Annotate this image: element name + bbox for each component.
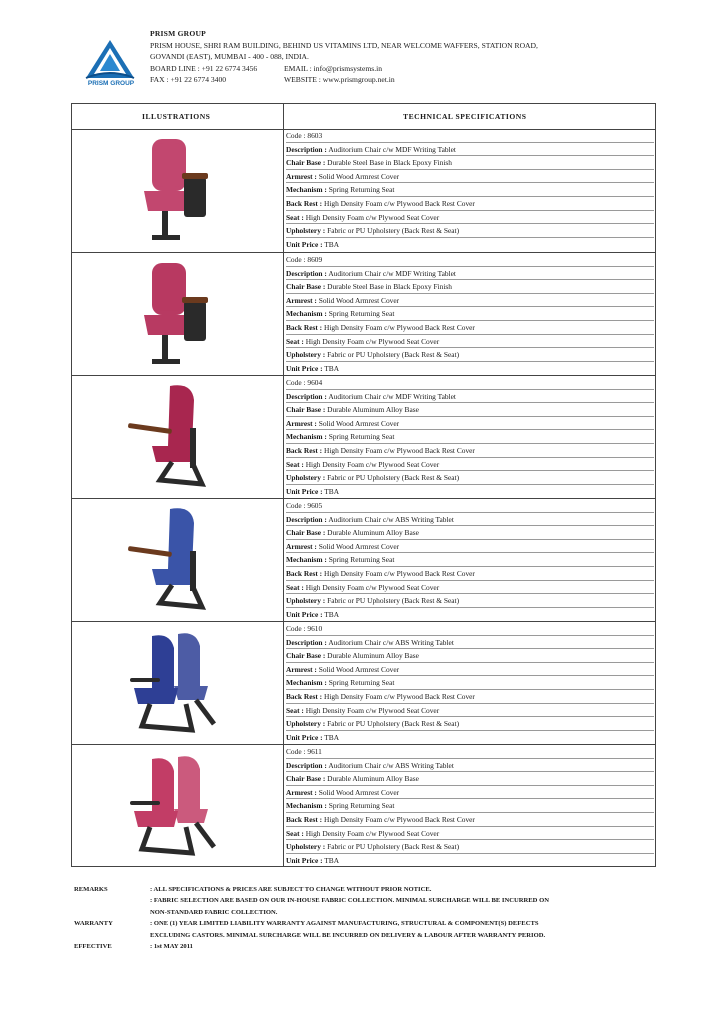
spec-value: High Density Foam c/w Plywood Back Rest Cover (324, 691, 475, 701)
spec-label: Seat : (286, 336, 304, 346)
technical-specifications-header: TECHNICAL SPECIFICATIONS (403, 112, 527, 121)
spec-mechanism (286, 430, 654, 444)
spec-back-rest (286, 321, 654, 335)
spec-label: Upholstery : (286, 719, 326, 729)
remarks-text-3: NON-STANDARD FABRIC COLLECTION. (150, 908, 278, 916)
spec-upholstery (286, 717, 654, 731)
spec-label: Upholstery : (286, 596, 326, 606)
spec-value: Auditorium Chair c/w MDF Writing Tablet (328, 391, 456, 401)
spec-value: High Density Foam c/w Plywood Seat Cover (305, 212, 440, 222)
prism-logo (80, 38, 140, 96)
double-chair-icon (122, 626, 232, 741)
table-header (72, 104, 655, 130)
spec-value: Auditorium Chair c/w ABS Writing Tablet (328, 760, 454, 770)
spec-code (286, 745, 654, 759)
spec-value: Solid Wood Armrest Cover (318, 787, 400, 797)
spec-chair-base (286, 649, 654, 663)
spec-back-rest (286, 690, 654, 704)
remarks-label: REMARKS (74, 886, 108, 893)
spec-label: Description : (286, 268, 327, 278)
chair-illustration (72, 499, 283, 622)
spec-armrest (286, 540, 654, 554)
spec-label: Armrest : (286, 541, 317, 551)
spec-value: High Density Foam c/w Plywood Seat Cover (305, 828, 440, 838)
spec-value: Fabric or PU Upholstery (Back Rest & Seat) (327, 719, 460, 729)
spec-value: 9605 (307, 501, 323, 510)
spec-list (286, 622, 654, 744)
spec-label: Description : (286, 637, 327, 647)
tablet-arm-chair-icon (122, 503, 232, 618)
remarks-row (74, 884, 674, 895)
spec-unit-price (286, 362, 654, 376)
logo-text: PRISM GROUP (87, 80, 135, 87)
spec-value: TBA (324, 855, 340, 865)
spec-label: Mechanism : (286, 185, 327, 195)
spec-description (286, 267, 654, 281)
spec-chair-base (286, 772, 654, 786)
spec-label: Back Rest : (286, 814, 323, 824)
spec-seat (286, 335, 654, 349)
spec-upholstery (286, 224, 654, 238)
spec-label: Unit Price : (286, 486, 323, 496)
spec-back-rest (286, 197, 654, 211)
spec-back-rest (286, 444, 654, 458)
spec-value: Auditorium Chair c/w MDF Writing Tablet (328, 144, 456, 154)
website: WEBSITE : www.prismgroup.net.in (284, 75, 395, 85)
spec-value: Fabric or PU Upholstery (Back Rest & Seat) (327, 473, 460, 483)
address-line-2: GOVANDI (EAST), MUMBAI - 400 - 088, INDIA. (150, 52, 309, 62)
letterhead (72, 28, 662, 96)
spec-value: 8609 (307, 255, 323, 264)
spec-value: Fabric or PU Upholstery (Back Rest & Seat) (327, 596, 460, 606)
spec-label: Chair Base : (286, 405, 326, 415)
spec-value: High Density Foam c/w Plywood Seat Cover (305, 459, 440, 469)
warranty-text-2: EXCLUDING CASTORS. MINIMAL SURCHARGE WILL BE INCURRED ON DELIVERY & LABOUR AFTER WARRANTY PERIOD. (150, 931, 546, 939)
spec-label: Seat : (286, 828, 304, 838)
spec-upholstery (286, 348, 654, 362)
spec-list (286, 253, 654, 375)
spec-unit-price (286, 731, 654, 745)
spec-label: Armrest : (286, 664, 317, 674)
spec-value: Solid Wood Armrest Cover (318, 295, 400, 305)
spec-value: Spring Returning Seat (328, 678, 395, 688)
spec-label: Upholstery : (286, 350, 326, 360)
spec-label: Code : (286, 378, 306, 387)
spec-value: High Density Foam c/w Plywood Back Rest Cover (324, 198, 475, 208)
spec-label: Upholstery : (286, 473, 326, 483)
spec-seat (286, 704, 654, 718)
spec-label: Unit Price : (286, 855, 323, 865)
spec-value: Fabric or PU Upholstery (Back Rest & Seat) (327, 226, 460, 236)
fax: FAX : +91 22 6774 3400 (150, 75, 227, 85)
spec-seat (286, 827, 654, 841)
chair-illustration (72, 376, 283, 499)
warranty-row (74, 930, 674, 941)
spec-label: Back Rest : (286, 322, 323, 332)
spec-label: Mechanism : (286, 432, 327, 442)
spec-label: Seat : (286, 459, 304, 469)
spec-label: Mechanism : (286, 801, 327, 811)
spec-value: Solid Wood Armrest Cover (318, 541, 400, 551)
spec-label: Mechanism : (286, 555, 327, 565)
spec-label: Armrest : (286, 418, 317, 428)
spec-value: TBA (324, 609, 340, 619)
spec-value: Auditorium Chair c/w ABS Writing Tablet (328, 637, 454, 647)
spec-label: Armrest : (286, 171, 317, 181)
spec-value: Durable Aluminum Alloy Base (327, 651, 419, 661)
spec-label: Unit Price : (286, 239, 323, 249)
spec-label: Description : (286, 391, 327, 401)
spec-table (71, 103, 656, 867)
spec-mechanism (286, 307, 654, 321)
spec-value: High Density Foam c/w Plywood Back Rest Cover (324, 568, 475, 578)
spec-unit-price (286, 854, 654, 868)
spec-label: Unit Price : (286, 363, 323, 373)
spec-value: Durable Aluminum Alloy Base (327, 528, 419, 538)
spec-armrest (286, 170, 654, 184)
spec-label: Description : (286, 760, 327, 770)
product-row (72, 129, 655, 252)
spec-seat (286, 211, 654, 225)
spec-label: Back Rest : (286, 568, 323, 578)
spec-label: Chair Base : (286, 651, 326, 661)
spec-value: Durable Steel Base in Black Epoxy Finish (327, 282, 452, 292)
spec-armrest (286, 417, 654, 431)
effective-label: EFFECTIVE (74, 942, 112, 950)
spec-label: Chair Base : (286, 282, 326, 292)
spec-value: TBA (324, 363, 340, 373)
spec-value: 9610 (307, 624, 323, 633)
chair-illustration (72, 129, 283, 252)
contact-row-2 (150, 74, 670, 86)
email: EMAIL : info@prismsystems.in (284, 63, 383, 73)
spec-label: Chair Base : (286, 774, 326, 784)
spec-mechanism (286, 553, 654, 567)
spec-value: 9611 (307, 747, 322, 756)
spec-back-rest (286, 567, 654, 581)
spec-label: Code : (286, 131, 306, 140)
spec-label: Chair Base : (286, 528, 326, 538)
spec-value: High Density Foam c/w Plywood Back Rest Cover (324, 322, 475, 332)
spec-value: Durable Steel Base in Black Epoxy Finish (327, 158, 452, 168)
spec-chair-base (286, 403, 654, 417)
auditorium-chair-icon (122, 133, 232, 248)
spec-armrest (286, 786, 654, 800)
spec-value: 8603 (307, 131, 323, 140)
company-name: PRISM GROUP (150, 29, 206, 38)
spec-list (286, 499, 654, 621)
spec-value: Solid Wood Armrest Cover (318, 664, 400, 674)
spec-value: Spring Returning Seat (328, 309, 395, 319)
tablet-arm-chair-icon (122, 380, 232, 495)
spec-mechanism (286, 676, 654, 690)
spec-value: TBA (324, 239, 340, 249)
remarks-text-1: : ALL SPECIFICATIONS & PRICES ARE SUBJECT TO CHANGE WITHOUT PRIOR NOTICE. (150, 886, 432, 893)
spec-label: Upholstery : (286, 226, 326, 236)
warranty-label: WARRANTY (74, 920, 113, 928)
spec-value: Durable Aluminum Alloy Base (327, 774, 419, 784)
spec-label: Armrest : (286, 787, 317, 797)
spec-label: Seat : (286, 582, 304, 592)
spec-label: Description : (286, 144, 327, 154)
warranty-row (74, 918, 674, 929)
spec-description (286, 513, 654, 527)
spec-value: Spring Returning Seat (328, 432, 395, 442)
spec-value: High Density Foam c/w Plywood Seat Cover (305, 705, 440, 715)
spec-value: Fabric or PU Upholstery (Back Rest & Seat) (327, 842, 460, 852)
spec-value: Auditorium Chair c/w MDF Writing Tablet (328, 268, 456, 278)
product-row (72, 375, 655, 498)
spec-code (286, 129, 654, 143)
double-chair-icon (122, 749, 232, 864)
spec-description (286, 759, 654, 773)
spec-mechanism (286, 183, 654, 197)
spec-value: Spring Returning Seat (328, 185, 395, 195)
spec-list (286, 745, 654, 867)
spec-chair-base (286, 280, 654, 294)
spec-armrest (286, 663, 654, 677)
spec-armrest (286, 294, 654, 308)
company-info (150, 28, 670, 86)
spec-label: Upholstery : (286, 842, 326, 852)
spec-value: Solid Wood Armrest Cover (318, 418, 400, 428)
spec-label: Code : (286, 747, 306, 756)
spec-label: Code : (286, 624, 306, 633)
spec-upholstery (286, 471, 654, 485)
spec-unit-price (286, 485, 654, 499)
spec-seat (286, 581, 654, 595)
spec-value: 9604 (307, 378, 323, 387)
spec-value: High Density Foam c/w Plywood Back Rest Cover (324, 445, 475, 455)
spec-code (286, 622, 654, 636)
warranty-text-1: : ONE (1) YEAR LIMITED LIABILITY WARRANTY AGAINST MANUFACTURING, STRUCTURAL & COMPONENT(S) DEFECTS (150, 920, 539, 928)
spec-value: Spring Returning Seat (328, 555, 395, 565)
spec-code (286, 376, 654, 390)
spec-list (286, 376, 654, 498)
spec-description (286, 390, 654, 404)
spec-label: Code : (286, 255, 306, 264)
spec-upholstery (286, 594, 654, 608)
spec-label: Mechanism : (286, 309, 327, 319)
spec-value: High Density Foam c/w Plywood Back Rest Cover (324, 814, 475, 824)
spec-chair-base (286, 526, 654, 540)
spec-value: Auditorium Chair c/w ABS Writing Tablet (328, 514, 454, 524)
spec-label: Back Rest : (286, 691, 323, 701)
address-line-1: PRISM HOUSE, SHRI RAM BUILDING, BEHIND US VITAMINS LTD, NEAR WELCOME WAFFERS, STATION ROAD, (150, 40, 538, 50)
spec-seat (286, 458, 654, 472)
spec-unit-price (286, 608, 654, 622)
contact-row-1 (150, 63, 670, 75)
spec-value: TBA (324, 732, 340, 742)
remarks-text-2: : FABRIC SELECTION ARE BASED ON OUR IN-HOUSE FABRIC COLLECTION. MINIMAL SURCHARGE WILL BE INCURRED ON (150, 897, 549, 905)
spec-label: Unit Price : (286, 732, 323, 742)
spec-label: Code : (286, 501, 306, 510)
spec-value: TBA (324, 486, 340, 496)
spec-value: High Density Foam c/w Plywood Seat Cover (305, 336, 440, 346)
spec-value: Durable Aluminum Alloy Base (327, 405, 419, 415)
prism-triangle-icon (80, 38, 140, 96)
spec-back-rest (286, 813, 654, 827)
spec-description (286, 636, 654, 650)
spec-code (286, 253, 654, 267)
illustrations-header: ILLUSTRATIONS (142, 112, 211, 121)
spec-value: Spring Returning Seat (328, 801, 395, 811)
spec-description (286, 143, 654, 157)
board-line: BOARD LINE : +91 22 6774 3456 (150, 63, 258, 73)
spec-upholstery (286, 840, 654, 854)
spec-label: Unit Price : (286, 609, 323, 619)
spec-label: Chair Base : (286, 158, 326, 168)
spec-list (286, 129, 654, 251)
remarks-row (74, 895, 674, 906)
spec-label: Back Rest : (286, 198, 323, 208)
spec-value: High Density Foam c/w Plywood Seat Cover (305, 582, 440, 592)
product-row (72, 744, 655, 867)
spec-label: Back Rest : (286, 445, 323, 455)
remarks-section (74, 884, 674, 952)
auditorium-chair-icon (122, 257, 232, 372)
spec-value: Solid Wood Armrest Cover (318, 171, 400, 181)
spec-chair-base (286, 156, 654, 170)
spec-label: Mechanism : (286, 678, 327, 688)
spec-label: Seat : (286, 705, 304, 715)
product-row (72, 252, 655, 375)
effective-date: : 1st MAY 2011 (150, 942, 193, 950)
effective-row (74, 941, 674, 952)
chair-illustration (72, 745, 283, 868)
spec-label: Description : (286, 514, 327, 524)
chair-illustration (72, 253, 283, 376)
chair-illustration (72, 622, 283, 745)
spec-label: Seat : (286, 212, 304, 222)
remarks-row (74, 907, 674, 918)
spec-code (286, 499, 654, 513)
spec-value: Fabric or PU Upholstery (Back Rest & Seat) (327, 350, 460, 360)
spec-mechanism (286, 799, 654, 813)
product-row (72, 498, 655, 621)
spec-label: Armrest : (286, 295, 317, 305)
product-row (72, 621, 655, 744)
spec-unit-price (286, 238, 654, 252)
